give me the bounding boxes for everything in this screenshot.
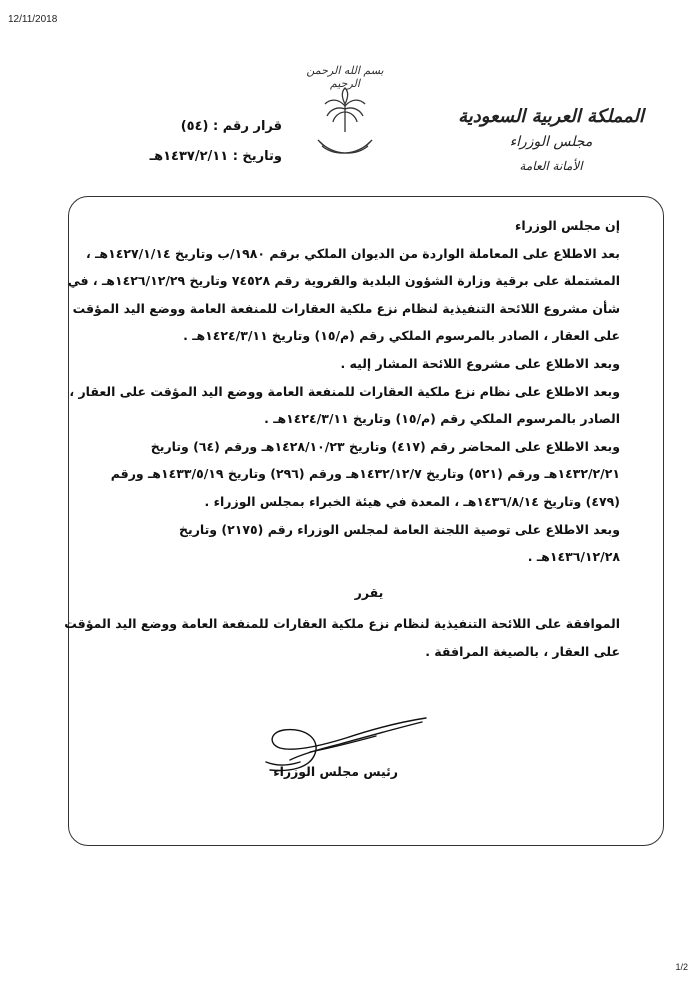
org-name-line-3: الأمانة العامة [519, 159, 583, 173]
basmala: بسم الله الرحمن الرحيم [306, 64, 384, 90]
signatory-title: رئيس مجلس الوزراء [273, 764, 398, 779]
body-line: وبعد الاطلاع على توصية اللجنة العامة لمجلس الوزراء رقم (٢١٧٥) وتاريخ [179, 521, 620, 537]
decides-heading: يقرر [354, 584, 384, 600]
body-line: الصادر بالمرسوم الملكي رقم (م/١٥) وتاريخ ١٤٢٤/٣/١١هـ . [264, 411, 620, 427]
organization-header [446, 104, 656, 178]
body-line: وبعد الاطلاع على نظام نزع ملكية العقارات للمنفعة العامة ووضع اليد المؤقت على العقار ، [69, 383, 620, 399]
resolution-line: على العقار ، بالصيغة المرافقة . [425, 643, 620, 659]
print-date: 12/11/2018 [8, 14, 58, 25]
org-name-line-1: المملكة العربية السعودية [458, 106, 644, 127]
resolution-line: الموافقة على اللائحة التنفيذية لنظام نزع ملكية العقارات للمنفعة العامة ووضع اليد المؤقت [64, 616, 620, 632]
decision-number: قرار رقم : (٥٤) [180, 119, 282, 134]
body-line: وبعد الاطلاع على المحاضر رقم (٤١٧) وتاريخ ١٤٢٨/١٠/٢٣هـ ورقم (٦٤) وتاريخ [150, 438, 620, 454]
decision-date: وتاريخ : ١٤٣٧/٢/١١هـ [149, 149, 282, 164]
body-line: إن مجلس الوزراء [514, 218, 620, 233]
body-line: ١٤٣٢/٢/٢١هـ ورقم (٥٢١) وتاريخ ١٤٣٢/١٢/٧هـ ورقم (٢٩٦) وتاريخ ١٤٣٣/٥/١٩هـ ورقم [110, 466, 620, 482]
decision-body [64, 212, 620, 666]
body-line: (٤٧٩) وتاريخ ١٤٣٦/٨/١٤هـ ، المعدة في هيئة الخبراء بمجلس الوزراء . [204, 493, 620, 509]
body-line: المشتملة على برقية وزارة الشؤون البلدية والقروية رقم ٧٤٥٢٨ وتاريخ ١٤٢٦/١٢/٢٩هـ ، في [67, 273, 620, 289]
body-line: وبعد الاطلاع على مشروع اللائحة المشار إليه . [340, 355, 620, 371]
org-name-line-2: مجلس الوزراء [509, 134, 593, 150]
body-line: ١٤٣٦/١٢/٢٨هـ . [527, 549, 620, 565]
body-line: شأن مشروع اللائحة التنفيذية لنظام نزع ملكية العقارات للمنفعة العامة ووضع اليد المؤقت [72, 300, 620, 316]
body-line: بعد الاطلاع على المعاملة الواردة من الديوان الملكي برقم ١٩٨٠/ب وتاريخ ١٤٢٧/١/١٤هـ ، [86, 245, 620, 261]
decision-info [112, 112, 282, 172]
body-line: على العقار ، الصادر بالمرسوم الملكي رقم (م/١٥) وتاريخ ١٤٢٤/٣/١١هـ . [183, 328, 620, 344]
page-number: 1/2 [675, 962, 688, 972]
palm-swords-emblem-icon [312, 84, 378, 170]
